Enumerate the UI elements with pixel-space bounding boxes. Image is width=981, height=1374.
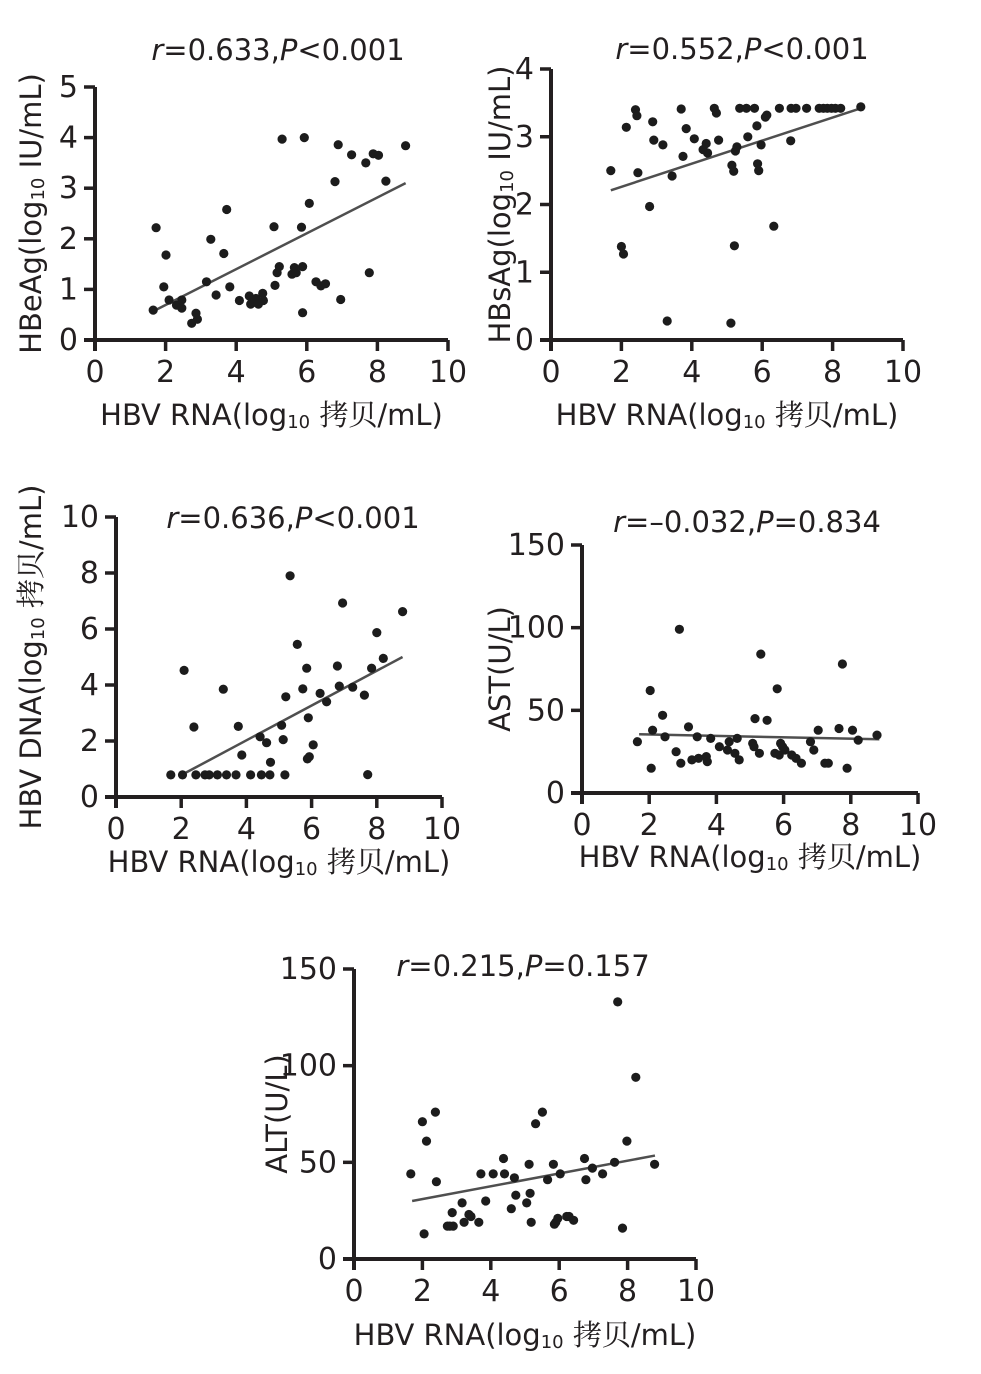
data-point	[663, 316, 672, 325]
data-point	[773, 684, 782, 693]
data-point	[334, 140, 343, 149]
data-point	[302, 664, 311, 673]
y-tick-label: 1	[514, 254, 534, 290]
x-tick-label: 10	[898, 807, 938, 843]
y-axis-label: AST(U/L)	[483, 606, 517, 732]
data-point	[489, 1169, 498, 1178]
x-tick-label: 6	[297, 354, 317, 390]
data-point	[762, 111, 771, 120]
x-tick-label: 2	[171, 811, 191, 847]
y-tick-label: 2	[514, 187, 534, 222]
data-point	[856, 102, 865, 111]
data-point	[335, 682, 344, 691]
y-tick-label: 2	[79, 723, 99, 759]
data-point	[598, 1169, 607, 1178]
data-point	[449, 1222, 458, 1231]
data-point	[262, 738, 271, 747]
data-point	[714, 136, 723, 145]
y-tick-label: 1	[58, 271, 78, 307]
data-point	[300, 133, 309, 142]
data-point	[500, 1169, 509, 1178]
data-point	[265, 770, 274, 779]
data-point	[549, 1160, 558, 1169]
data-point	[706, 734, 715, 743]
data-point	[193, 315, 202, 324]
data-point	[222, 205, 231, 214]
x-tick-label: 4	[236, 811, 256, 847]
data-point	[854, 736, 863, 745]
data-point	[297, 223, 306, 232]
trend-line	[181, 657, 402, 775]
data-point	[367, 664, 376, 673]
x-axis-label: HBV $RNA(\log_{10}$ 拷贝/mL)	[578, 840, 922, 875]
data-point	[702, 139, 711, 148]
x-tick-label: 10	[422, 811, 462, 847]
x-tick-label: 8	[367, 811, 387, 847]
hbeag-plot	[14, 33, 467, 433]
data-point	[499, 1154, 508, 1163]
data-point	[246, 770, 255, 779]
data-point	[791, 104, 800, 113]
data-point	[757, 140, 766, 149]
data-point	[365, 268, 374, 277]
trend-line	[639, 734, 879, 739]
data-point	[422, 1137, 431, 1146]
data-point	[838, 659, 847, 668]
data-point	[234, 722, 243, 731]
y-tick-label: 100	[279, 1048, 337, 1084]
x-axis-label: HBV $RNA(\log_{10}$ 拷贝/mL)	[353, 1318, 697, 1353]
data-point	[676, 759, 685, 768]
y-tick-label: 50	[298, 1144, 337, 1180]
data-point	[298, 262, 307, 271]
data-point	[159, 282, 168, 291]
data-point	[694, 754, 703, 763]
data-point	[372, 628, 381, 637]
x-tick-label: 10	[883, 354, 923, 390]
data-point	[836, 104, 845, 113]
data-point	[556, 1169, 565, 1178]
hbsag-plot	[483, 32, 922, 433]
x-tick-label: 10	[428, 354, 468, 390]
data-point	[543, 1175, 552, 1184]
data-point	[806, 737, 815, 746]
data-point	[733, 734, 742, 743]
data-point	[219, 685, 228, 694]
data-point	[619, 249, 628, 258]
x-tick-label: 2	[156, 354, 176, 390]
data-point	[275, 262, 284, 271]
x-tick-label: 4	[226, 354, 246, 390]
y-tick-label: 150	[279, 951, 337, 987]
trend-line	[151, 183, 405, 312]
data-point	[703, 757, 712, 766]
data-point	[257, 770, 266, 779]
data-point	[322, 697, 331, 706]
data-point	[363, 770, 372, 779]
x-tick-label: 0	[85, 354, 105, 390]
data-point	[703, 148, 712, 157]
data-point	[668, 171, 677, 180]
y-axis-label: $HBsAg(\log_{10}$ IU/mL)	[483, 65, 518, 344]
data-point	[649, 136, 658, 145]
data-point	[305, 199, 314, 208]
data-point	[212, 290, 221, 299]
data-point	[448, 1208, 457, 1217]
data-point	[333, 661, 342, 670]
data-point	[834, 724, 843, 733]
data-point	[379, 654, 388, 663]
data-point	[286, 571, 295, 580]
data-point	[606, 166, 615, 175]
x-axis-label: HBV $RNA(\log_{10}$ 拷贝/mL)	[107, 845, 451, 880]
x-tick-label: 0	[106, 811, 126, 847]
data-point	[266, 758, 275, 767]
data-point	[725, 737, 734, 746]
data-point	[338, 598, 347, 607]
data-point	[809, 745, 818, 754]
x-tick-label: 0	[344, 1273, 364, 1309]
data-point	[225, 282, 234, 291]
x-tick-label: 6	[752, 354, 772, 390]
data-point	[280, 770, 289, 779]
y-tick-label: 2	[58, 221, 78, 257]
data-point	[786, 136, 795, 145]
data-point	[348, 683, 357, 692]
data-point	[613, 997, 622, 1006]
data-point	[622, 123, 631, 132]
data-point	[525, 1160, 534, 1169]
data-point	[166, 770, 175, 779]
data-point	[633, 737, 642, 746]
data-point	[752, 121, 761, 130]
data-point	[526, 1189, 535, 1198]
data-point	[682, 124, 691, 133]
data-point	[278, 135, 287, 144]
data-point	[730, 241, 739, 250]
data-point	[648, 117, 657, 126]
x-axis-label: HBV $RNA(\log_{10}$ 拷贝/mL)	[100, 398, 443, 433]
data-point	[293, 640, 302, 649]
y-tick-label: 0	[79, 779, 99, 815]
data-point	[279, 735, 288, 744]
data-point	[648, 726, 657, 735]
ast-plot	[483, 505, 937, 875]
data-point	[677, 104, 686, 113]
data-point	[360, 691, 369, 700]
data-point	[750, 714, 759, 723]
data-point	[732, 142, 741, 151]
data-point	[205, 770, 214, 779]
data-point	[647, 764, 656, 773]
y-tick-label: 0	[317, 1241, 337, 1277]
data-point	[237, 750, 246, 759]
data-point	[401, 141, 410, 150]
x-tick-label: 2	[639, 807, 659, 843]
data-point	[381, 177, 390, 186]
data-point	[161, 250, 170, 259]
y-axis-label: HBV $DNA(\log_{10}$ 拷贝/mL)	[14, 484, 49, 830]
x-tick-label: 4	[682, 354, 702, 390]
data-point	[180, 666, 189, 675]
alt-plot	[260, 949, 715, 1353]
x-tick-label: 4	[481, 1273, 501, 1309]
x-tick-label: 10	[676, 1273, 716, 1309]
data-point	[522, 1198, 531, 1207]
data-point	[672, 747, 681, 756]
y-tick-label: 10	[60, 499, 99, 535]
data-point	[658, 711, 667, 720]
data-point	[277, 721, 286, 730]
y-tick-label: 4	[79, 667, 99, 703]
data-point	[742, 104, 751, 113]
data-point	[588, 1164, 597, 1173]
y-tick-label: 150	[507, 527, 565, 563]
data-point	[481, 1196, 490, 1205]
data-point	[177, 304, 186, 313]
data-point	[177, 295, 186, 304]
data-point	[580, 1154, 589, 1163]
y-tick-label: 0	[514, 322, 534, 358]
data-point	[843, 764, 852, 773]
data-point	[418, 1117, 427, 1126]
data-point	[631, 1073, 640, 1082]
x-tick-label: 6	[549, 1273, 569, 1309]
x-tick-label: 8	[367, 354, 387, 390]
data-point	[476, 1169, 485, 1178]
data-point	[321, 279, 330, 288]
data-point	[507, 1204, 516, 1213]
data-point	[316, 689, 325, 698]
x-tick-label: 0	[541, 354, 561, 390]
data-point	[213, 770, 222, 779]
data-point	[531, 1119, 540, 1128]
data-point	[309, 740, 318, 749]
data-point	[735, 755, 744, 764]
plot-title: r=0.636,P<0.001	[166, 501, 420, 535]
data-point	[474, 1218, 483, 1227]
data-point	[202, 277, 211, 286]
data-point	[398, 607, 407, 616]
y-tick-label: 6	[79, 611, 99, 647]
data-point	[304, 713, 313, 722]
data-point	[361, 158, 370, 167]
data-point	[270, 281, 279, 290]
data-point	[406, 1169, 415, 1178]
data-point	[797, 759, 806, 768]
data-point	[189, 722, 198, 731]
data-point	[660, 732, 669, 741]
data-point	[510, 1173, 519, 1182]
data-point	[645, 202, 654, 211]
x-tick-label: 4	[706, 807, 726, 843]
data-point	[305, 752, 314, 761]
y-tick-label: 8	[79, 555, 99, 591]
data-point	[712, 108, 721, 117]
data-point	[872, 731, 881, 740]
data-point	[458, 1198, 467, 1207]
data-point	[678, 152, 687, 161]
data-point	[149, 306, 158, 315]
data-point	[763, 716, 772, 725]
data-point	[750, 104, 759, 113]
data-point	[432, 1177, 441, 1186]
data-point	[658, 140, 667, 149]
data-point	[191, 770, 200, 779]
data-point	[235, 296, 244, 305]
data-point	[715, 742, 724, 751]
plot-title: r=0.215,P=0.157	[396, 949, 650, 983]
data-point	[281, 692, 290, 701]
data-point	[824, 759, 833, 768]
data-point	[690, 134, 699, 143]
data-point	[743, 132, 752, 141]
x-tick-label: 0	[572, 807, 592, 843]
data-point	[610, 1158, 619, 1167]
x-tick-label: 6	[774, 807, 794, 843]
data-point	[511, 1191, 520, 1200]
data-point	[814, 726, 823, 735]
data-point	[848, 726, 857, 735]
data-point	[527, 1218, 536, 1227]
data-point	[466, 1212, 475, 1221]
y-tick-label: 100	[507, 610, 565, 646]
x-tick-label: 2	[611, 354, 631, 390]
data-point	[269, 222, 278, 231]
x-tick-label: 6	[302, 811, 322, 847]
y-tick-label: 4	[58, 120, 78, 156]
x-axis-label: HBV $RNA(\log_{10}$ 拷贝/mL)	[555, 398, 899, 433]
data-point	[206, 235, 215, 244]
data-point	[231, 770, 240, 779]
y-tick-label: 3	[514, 119, 534, 155]
data-point	[754, 166, 763, 175]
data-point	[581, 1175, 590, 1184]
x-tick-label: 8	[618, 1273, 638, 1309]
data-point	[650, 1160, 659, 1169]
data-point	[330, 177, 339, 186]
data-point	[569, 1216, 578, 1225]
data-point	[222, 770, 231, 779]
data-point	[775, 104, 784, 113]
data-point	[755, 749, 764, 758]
data-point	[431, 1108, 440, 1117]
y-tick-label: 0	[58, 322, 78, 358]
data-point	[726, 319, 735, 328]
y-tick-label: 0	[545, 775, 565, 811]
y-tick-label: 3	[58, 170, 78, 206]
plot-title: r=0.552,P<0.001	[615, 32, 869, 66]
data-point	[298, 684, 307, 693]
data-point	[298, 308, 307, 317]
data-point	[684, 722, 693, 731]
data-point	[756, 650, 765, 659]
data-point	[769, 222, 778, 231]
x-tick-label: 2	[412, 1273, 432, 1309]
hbv-dna-plot	[14, 485, 461, 880]
x-tick-label: 8	[823, 354, 843, 390]
data-point	[693, 732, 702, 741]
y-axis-label: $HBeAg(\log_{10}$ IU/mL)	[14, 73, 49, 354]
data-point	[347, 150, 356, 159]
x-tick-label: 8	[841, 807, 861, 843]
data-point	[420, 1229, 429, 1238]
data-point	[259, 296, 268, 305]
y-axis-label: ALT(U/L)	[260, 1054, 294, 1174]
data-point	[538, 1108, 547, 1117]
data-point	[618, 1224, 627, 1233]
data-point	[632, 111, 641, 120]
y-tick-label: 5	[58, 69, 78, 105]
data-point	[553, 1214, 562, 1223]
plot-title: r=–0.032,P=0.834	[613, 505, 881, 539]
y-tick-label: 4	[514, 51, 534, 87]
data-point	[219, 249, 228, 258]
plot-title: r=0.633,P<0.001	[151, 33, 405, 67]
data-point	[646, 686, 655, 695]
data-point	[178, 770, 187, 779]
data-point	[729, 167, 738, 176]
data-point	[633, 168, 642, 177]
data-point	[336, 295, 345, 304]
data-point	[675, 625, 684, 634]
data-point	[622, 1137, 631, 1146]
y-tick-label: 50	[526, 692, 565, 728]
data-point	[152, 223, 161, 232]
data-point	[374, 151, 383, 160]
data-point	[802, 104, 811, 113]
